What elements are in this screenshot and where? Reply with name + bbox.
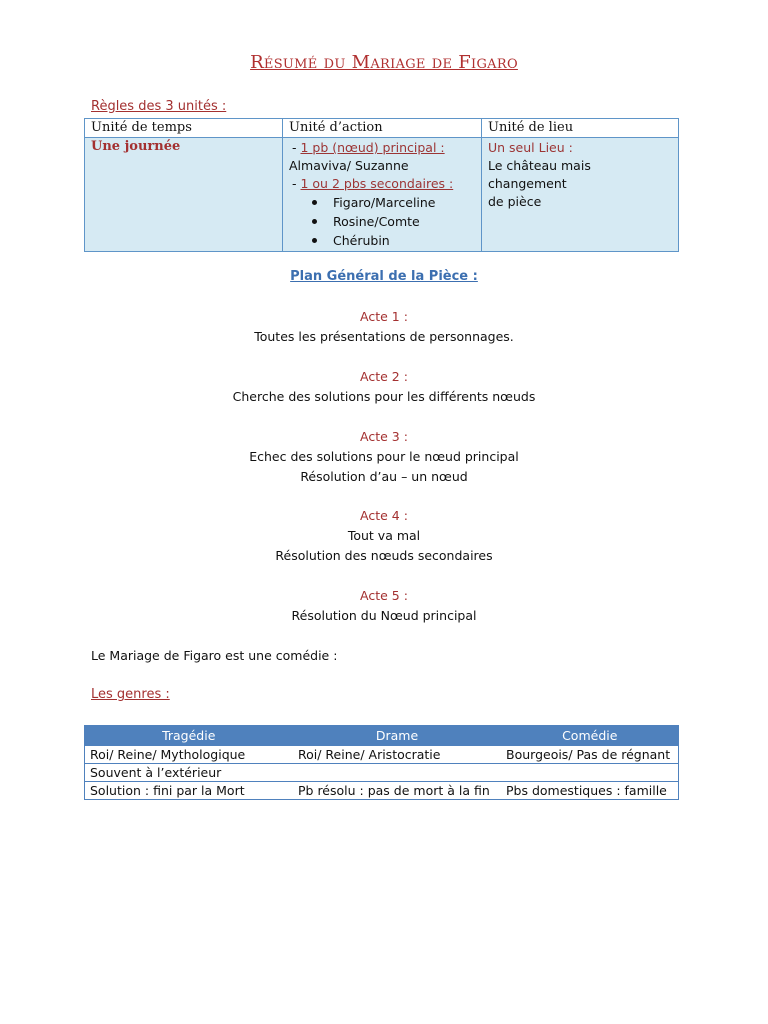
- acte-3-line-2: Résolution d’au – un nœud: [300, 469, 468, 484]
- table-cell: Solution : fini par la Mort: [85, 782, 294, 800]
- acte-3-title: Acte 3 :: [360, 429, 408, 444]
- table-row: [85, 782, 679, 800]
- units-table: [84, 118, 679, 252]
- table-cell: Souvent à l’extérieur: [85, 764, 294, 782]
- units-table-body-row: [85, 138, 679, 252]
- list-item: Chérubin: [333, 231, 475, 250]
- acte-4-line-2: Résolution des nœuds secondaires: [275, 548, 493, 563]
- genres-table: [84, 725, 679, 800]
- table-row: [85, 764, 679, 782]
- table-cell: Bourgeois/ Pas de régnant: [501, 746, 679, 764]
- secondaires-prefix: -: [292, 176, 301, 191]
- list-item: Rosine/Comte: [333, 212, 475, 231]
- table-cell: [501, 764, 679, 782]
- acte-2-title: Acte 2 :: [360, 369, 408, 384]
- header-unite-action: Unité d’action: [283, 119, 482, 138]
- regles-heading: Règles des 3 unités :: [91, 99, 227, 114]
- header-drame: Drame: [293, 726, 501, 746]
- units-table-header-row: [85, 119, 679, 138]
- secondaires-label: 1 ou 2 pbs secondaires :: [300, 176, 454, 191]
- table-cell: Roi/ Reine/ Aristocratie: [293, 746, 501, 764]
- table-cell: Pb résolu : pas de mort à la fin: [293, 782, 501, 800]
- lieu-label: Un seul Lieu :: [488, 140, 573, 155]
- action-principal-line: [289, 139, 475, 157]
- header-unite-temps: Unité de temps: [85, 119, 283, 138]
- acte-5-title: Acte 5 :: [360, 588, 408, 603]
- acte-1-title: Acte 1 :: [360, 309, 408, 324]
- secondaires-list: [289, 193, 475, 250]
- genres-table-header-row: [85, 726, 679, 746]
- header-tragedie: Tragédie: [85, 726, 294, 746]
- acte-4-title: Acte 4 :: [360, 508, 408, 523]
- acte-5-line-1: Résolution du Nœud principal: [291, 608, 477, 623]
- acte-1-line-1: Toutes les présentations de personnages.: [254, 329, 514, 344]
- table-cell: Roi/ Reine/ Mythologique: [85, 746, 294, 764]
- action-secondaires-line: [289, 175, 475, 193]
- principal-label: 1 pb (nœud) principal :: [300, 140, 445, 155]
- table-row: [85, 746, 679, 764]
- principal-prefix: -: [292, 140, 301, 155]
- table-cell: Pbs domestiques : famille: [501, 782, 679, 800]
- temps-value: Une journée: [91, 139, 181, 154]
- table-cell: [293, 764, 501, 782]
- acte-3-line-1: Echec des solutions pour le nœud principal: [249, 449, 519, 464]
- header-comedie: Comédie: [501, 726, 679, 746]
- genres-heading: Les genres :: [91, 687, 170, 702]
- principal-value: Almaviva/ Suzanne: [289, 158, 409, 173]
- cell-temps: [85, 138, 283, 252]
- lieu-line-2: de pièce: [488, 194, 542, 209]
- plan-heading: Plan Général de la Pièce :: [290, 269, 478, 284]
- acte-2-line-1: Cherche des solutions pour les différents nœuds: [232, 389, 536, 404]
- page-title: Résumé du Mariage de Figaro: [250, 52, 518, 73]
- list-item: Figaro/Marceline: [333, 193, 475, 212]
- cell-lieu: [482, 138, 679, 252]
- header-unite-lieu: Unité de lieu: [482, 119, 679, 138]
- comedie-statement: Le Mariage de Figaro est une comédie :: [91, 648, 338, 663]
- lieu-line-1: Le château mais changement: [488, 158, 591, 191]
- cell-action: [283, 138, 482, 252]
- acte-4-line-1: Tout va mal: [347, 528, 421, 543]
